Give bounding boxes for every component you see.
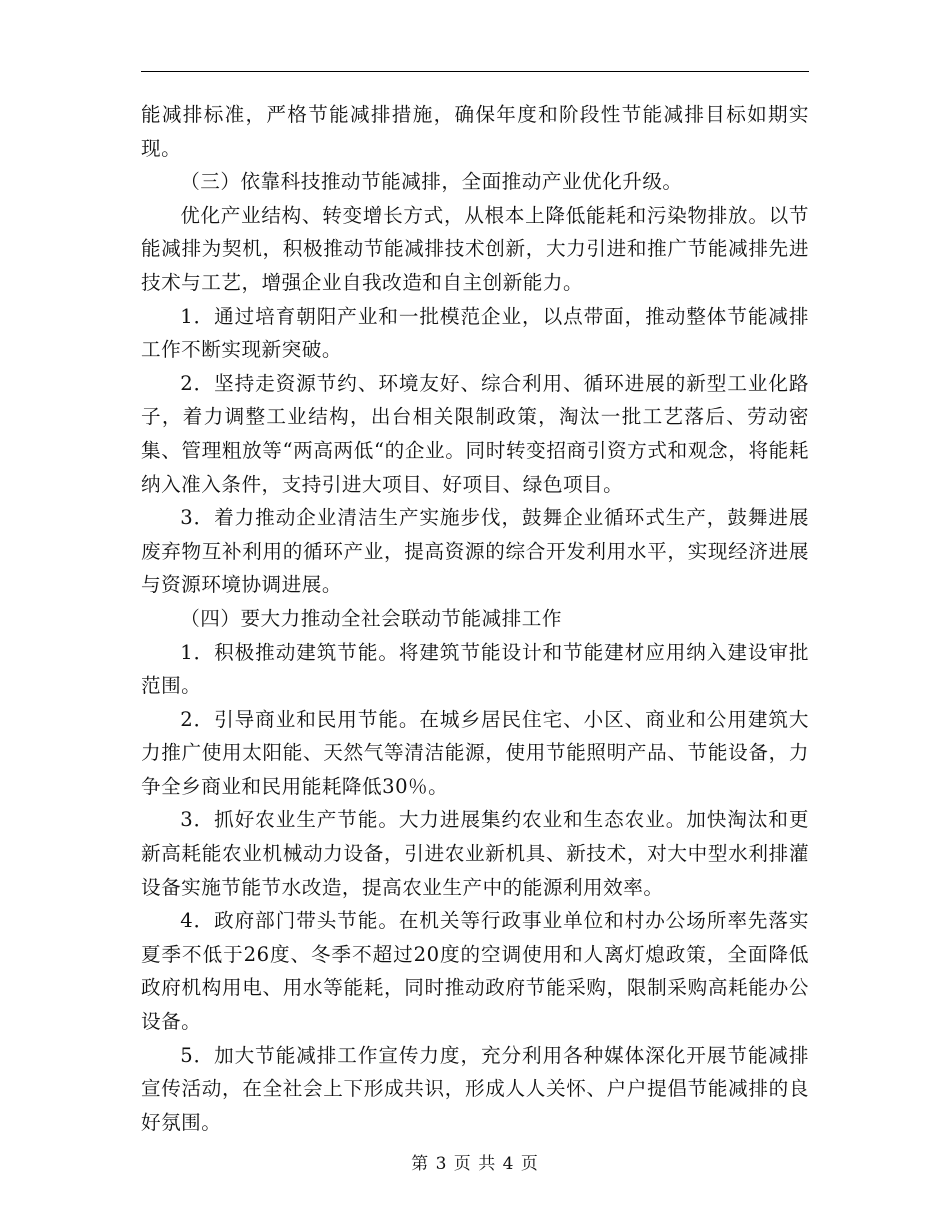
section-heading-4: （四）要大力推动全社会联动节能减排工作 — [180, 606, 562, 630]
list-item: 4．政府部门带头节能。在机关等行政事业单位和村办公场所率先落实夏季不低于26度、冬季不超过20度的空调使用和人离灯熄政策，全面降低政府机构用电、用水等能耗，同时推动政府节能采购，限制采购高耗能办公设备。 — [141, 909, 809, 1034]
page-footer: 第 3 页 共 4 页 — [411, 1154, 539, 1174]
paragraph: 优化产业结构、转变增长方式，从根本上降低能耗和污染物排放。以节能减排为契机，积极推动节能减排技术创新，大力引进和推广节能减排先进技术与工艺，增强企业自我改造和自主创新能力。 — [141, 203, 809, 294]
document-body — [141, 98, 809, 1139]
header-rule — [141, 71, 809, 72]
list-item: 5．加大节能减排工作宣传力度，充分利用各种媒体深化开展节能减排宣传活动，在全社会上下形成共识，形成人人关怀、户户提倡节能减排的良好氛围。 — [141, 1043, 809, 1134]
list-item: 1．积极推动建筑节能。将建筑节能设计和节能建材应用纳入建设审批范围。 — [141, 640, 809, 698]
list-item: 2．引导商业和民用节能。在城乡居民住宅、小区、商业和公用建筑大力推广使用太阳能、天然气等清洁能源，使用节能照明产品、节能设备，力争全乡商业和民用能耗降低30％。 — [141, 707, 809, 798]
list-item: 2．坚持走资源节约、环境友好、综合利用、循环进展的新型工业化路子，着力调整工业结构，出台相关限制政策，淘汰一批工艺落后、劳动密集、管理粗放等“两高两低“的企业。同时转变招商引资方式和观念，将能耗纳入准入条件，支持引进大项目、好项目、绿色项目。 — [141, 371, 809, 496]
list-item: 1．通过培育朝阳产业和一批模范企业，以点带面，推动整体节能减排工作不断实现新突破。 — [141, 304, 809, 362]
paragraph-continuation: 能减排标准，严格节能减排措施，确保年度和阶段性节能减排目标如期实现。 — [141, 103, 809, 160]
list-item: 3．着力推动企业清洁生产实施步伐，鼓舞企业循环式生产，鼓舞进展废弃物互补利用的循环产业，提高资源的综合开发利用水平，实现经济进展与资源环境协调进展。 — [141, 506, 809, 597]
list-item: 3．抓好农业生产节能。大力进展集约农业和生态农业。加快淘汰和更新高耗能农业机械动力设备，引进农业新机具、新技术，对大中型水利排灌设备实施节能节水改造，提高农业生产中的能源利用效率。 — [141, 808, 809, 899]
section-heading-3: （三）依靠科技推动节能减排，全面推动产业优化升级。 — [180, 170, 683, 194]
